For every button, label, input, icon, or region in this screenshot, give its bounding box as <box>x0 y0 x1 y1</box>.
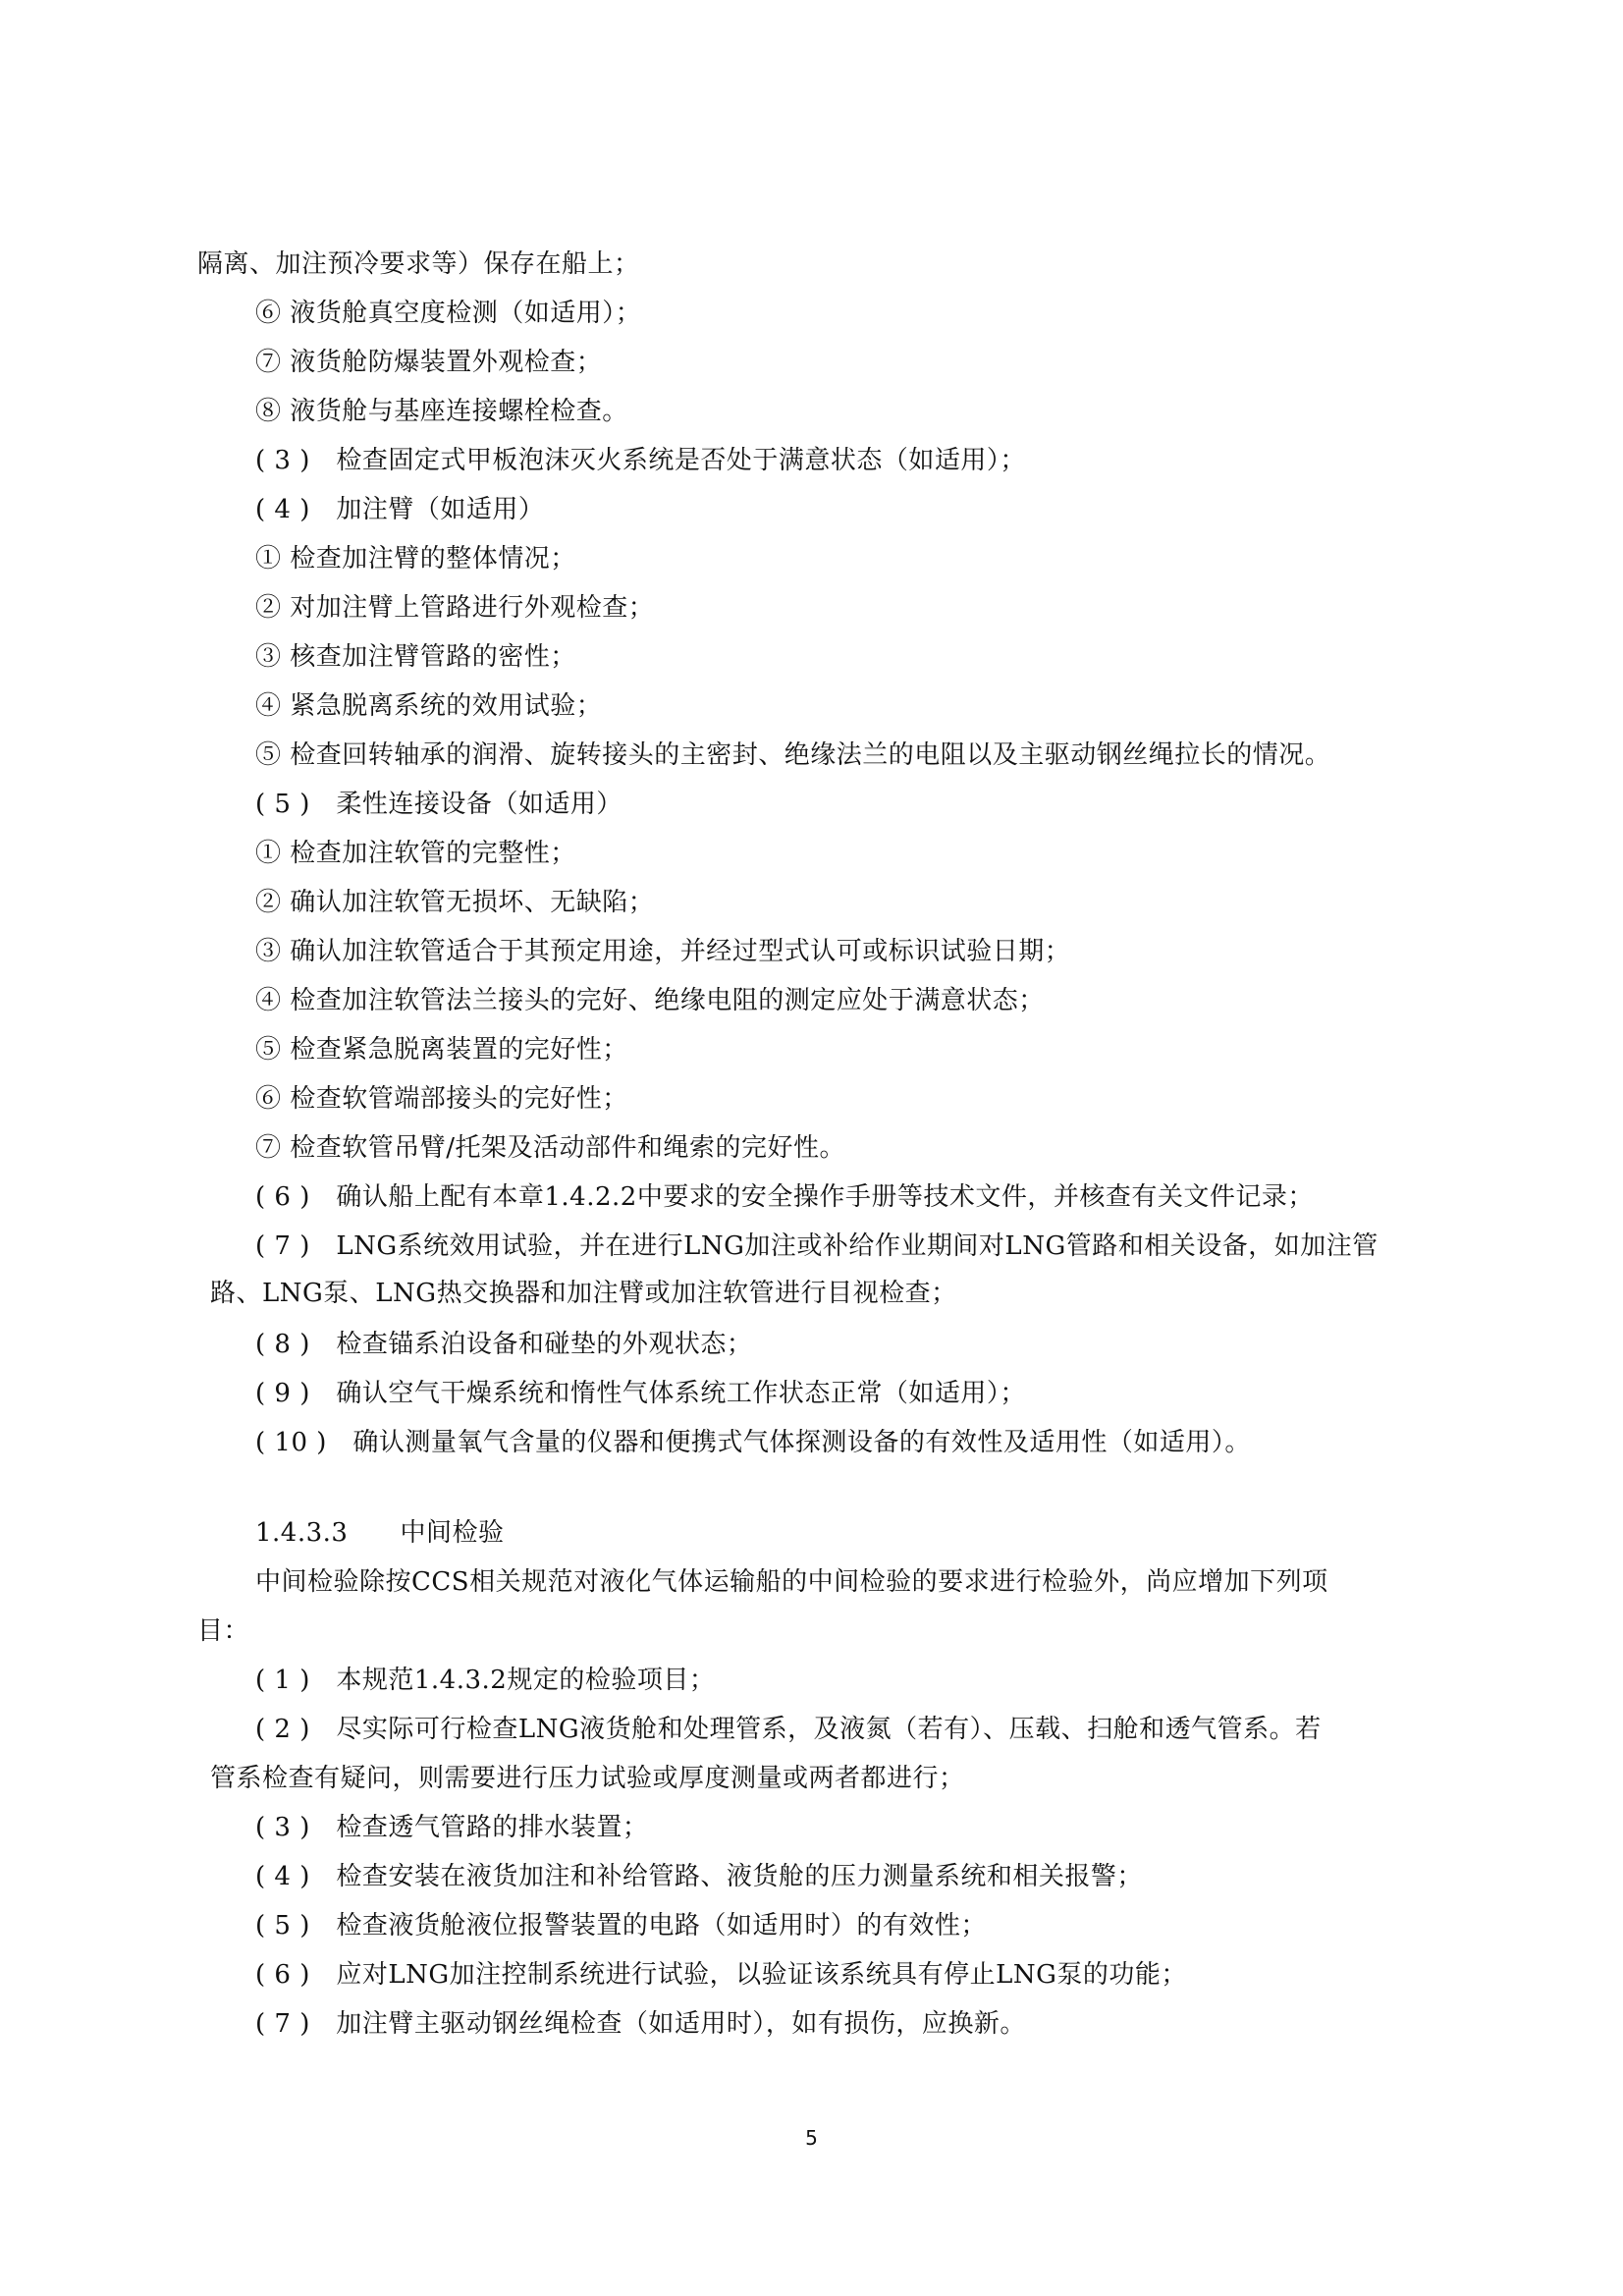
list-item: ( 7 ) LNG系统效用试验，并在进行LNG加注或补给作业期间对LNG管路和相关设备，如加注管 <box>255 1231 1379 1261</box>
list-item: ⑥ 检查软管端部接头的完好性； <box>255 1084 628 1114</box>
list-item: ④ 检查加注软管法兰接头的完好、绝缘电阻的测定应处于满意状态； <box>255 986 1045 1015</box>
list-item: ② 对加注臂上管路进行外观检查； <box>255 593 655 623</box>
list-item: ④ 紧急脱离系统的效用试验； <box>255 691 603 721</box>
paragraph-line: 目： <box>197 1616 250 1646</box>
list-item: ( 5 ) 检查液货舱液位报警装置的电路（如适用时）的有效性； <box>255 1911 987 1941</box>
list-item: ⑦ 检查软管吊臂/托架及活动部件和绳索的完好性。 <box>255 1133 846 1163</box>
list-item: ( 4 ) 检查安装在液货加注和补给管路、液货舱的压力测量系统和相关报警； <box>255 1862 1143 1891</box>
list-item: ( 4 ) 加注臂（如适用） <box>255 495 545 524</box>
list-item: ( 6 ) 确认船上配有本章1.4.2.2中要求的安全操作手册等技术文件，并核查有关文件记录； <box>255 1182 1314 1212</box>
list-item: ( 8 ) 检查锚系泊设备和碰垫的外观状态； <box>255 1330 753 1359</box>
list-item: ② 确认加注软管无损坏、无缺陷； <box>255 888 655 917</box>
list-item: ( 1 ) 本规范1.4.3.2规定的检验项目； <box>255 1666 716 1695</box>
list-item: ( 6 ) 应对LNG加注控制系统进行试验，以验证该系统具有停止LNG泵的功能； <box>255 1960 1187 1990</box>
list-item: ( 3 ) 检查固定式甲板泡沫灭火系统是否处于满意状态（如适用）； <box>255 446 1026 475</box>
list-item: ① 检查加注软管的完整性； <box>255 839 576 868</box>
text-line: 管系检查有疑问，则需要进行压力试验或厚度测量或两者都进行； <box>210 1764 965 1793</box>
list-item: ( 5 ) 柔性连接设备（如适用） <box>255 790 622 819</box>
list-item: ( 3 ) 检查透气管路的排水装置； <box>255 1813 649 1842</box>
list-item: ⑧ 液货舱与基座连接螺栓检查。 <box>255 397 628 426</box>
list-item: ( 2 ) 尽实际可行检查LNG液货舱和处理管系，及液氮（若有）、压载、扫舱和透气管系。若 <box>255 1715 1322 1744</box>
list-item: ( 9 ) 确认空气干燥系统和惰性气体系统工作状态正常（如适用）； <box>255 1379 1026 1408</box>
list-item: ( 10 ) 确认测量氧气含量的仪器和便携式气体探测设备的有效性及适用性（如适用）。 <box>255 1428 1251 1457</box>
section-heading: 1.4.3.3 中间检验 <box>255 1518 505 1548</box>
text-line: 路、LNG泵、LNG热交换器和加注臂或加注软管进行目视检查； <box>210 1279 957 1308</box>
paragraph-line: 中间检验除按CCS相关规范对液化气体运输船的中间检验的要求进行检验外，尚应增加下列项 <box>255 1567 1328 1597</box>
list-item: ( 7 ) 加注臂主驱动钢丝绳检查（如适用时），如有损伤，应换新。 <box>255 2009 1026 2039</box>
list-item: ③ 确认加注软管适合于其预定用途，并经过型式认可或标识试验日期； <box>255 937 1071 966</box>
text-line: 隔离、加注预冷要求等）保存在船上； <box>197 249 640 279</box>
list-item: ⑤ 检查回转轴承的润滑、旋转接头的主密封、绝缘法兰的电阻以及主驱动钢丝绳拉长的情况。 <box>255 740 1331 770</box>
list-item: ⑤ 检查紧急脱离装置的完好性； <box>255 1035 628 1065</box>
list-item: ③ 核查加注臂管路的密性； <box>255 642 576 672</box>
list-item: ⑦ 液货舱防爆装置外观检查； <box>255 348 603 377</box>
list-item: ① 检查加注臂的整体情况； <box>255 544 576 574</box>
list-item: ⑥ 液货舱真空度检测（如适用）； <box>255 299 642 328</box>
page-number: 5 <box>805 2126 818 2150</box>
